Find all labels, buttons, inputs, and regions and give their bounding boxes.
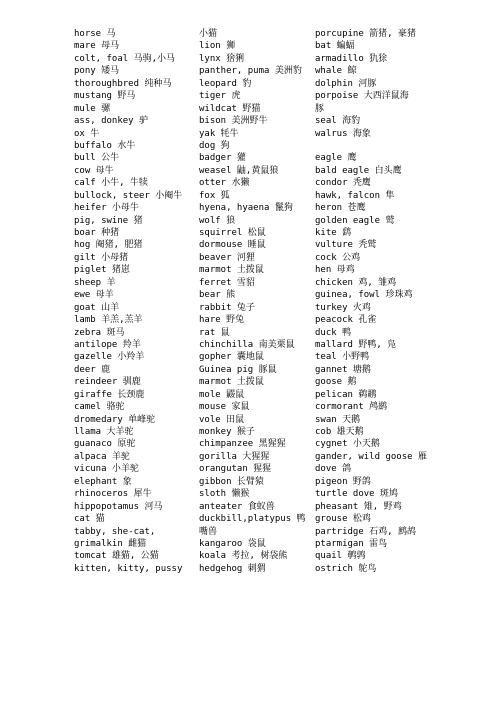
vocabulary-entry: mole 鼹鼠 <box>199 389 245 400</box>
vocabulary-entry: condor 秃鹰 <box>315 178 371 189</box>
vocabulary-entry: pelican 鹈鹕 <box>315 389 377 400</box>
vocabulary-entry: marmot 土拨鼠 <box>199 377 264 388</box>
vocabulary-entry: ostrich 鸵鸟 <box>315 563 377 574</box>
vocabulary-entry: heron 苍鹰 <box>315 203 366 214</box>
vocabulary-entry: tabby, she-cat, <box>74 526 156 537</box>
vocabulary-entry: leopard 豹 <box>199 78 252 89</box>
vocabulary-entry: kitten, kitty, pussy <box>74 563 183 574</box>
vocabulary-entry: badger 獾 <box>199 153 246 164</box>
vocabulary-entry: hog 阉猪, 肥猪 <box>74 240 143 251</box>
vocabulary-entry: gibbon 长臂猿 <box>199 476 264 487</box>
vocabulary-entry: ferret 雪貂 <box>199 277 255 288</box>
vocabulary-entry: guanaco 原驼 <box>74 439 136 450</box>
vocabulary-entry: pig, swine 猪 <box>74 215 143 226</box>
vocabulary-entry: panther, puma 美洲豹 <box>199 66 302 77</box>
vocabulary-entry: buffalo 水牛 <box>74 140 136 151</box>
vocabulary-entry: goose 鹅 <box>315 377 357 388</box>
vocabulary-column-1 <box>74 28 194 575</box>
vocabulary-entry: deer 鹿 <box>74 364 111 375</box>
vocabulary-entry: duckbill,platypus 鸭 <box>199 514 306 525</box>
vocabulary-entry: swan 天鹅 <box>315 414 361 425</box>
vocabulary-entry: pony 矮马 <box>74 66 120 77</box>
vocabulary-entry: hare 野兔 <box>199 315 245 326</box>
vocabulary-entry: bison 美洲野牛 <box>199 116 268 127</box>
vocabulary-entry: vicuna 小羊驼 <box>74 464 139 475</box>
vocabulary-column-2 <box>199 28 309 575</box>
vocabulary-entry: cock 公鸡 <box>315 252 361 263</box>
vocabulary-entry: grimalkin 雌猫 <box>74 538 147 549</box>
vocabulary-entry: kite 鹞 <box>315 228 352 238</box>
vocabulary-entry: mustang 野马 <box>74 91 136 102</box>
vocabulary-entry: armadillo 犰狳 <box>315 53 388 64</box>
vocabulary-entry: vulture 秃鹫 <box>315 240 377 251</box>
vocabulary-entry: lamb 羊羔,羔羊 <box>74 315 143 326</box>
vocabulary-entry: zebra 斑马 <box>74 327 125 338</box>
vocabulary-entry: 小猫 <box>199 29 218 39</box>
vocabulary-entry: chinchilla 南美栗鼠 <box>199 339 295 350</box>
vocabulary-entry: calf 小牛, 牛犊 <box>74 178 148 189</box>
vocabulary-entry: dolphin 河豚 <box>315 78 377 89</box>
vocabulary-entry: quail 鹌鹑 <box>315 551 366 562</box>
vocabulary-entry: mallard 野鸭, 凫 <box>315 339 397 350</box>
vocabulary-entry: rabbit 兔子 <box>199 302 255 313</box>
vocabulary-entry: whale 鲸 <box>315 66 357 77</box>
vocabulary-entry: beaver 河狸 <box>199 252 255 263</box>
vocabulary-entry: mare 母马 <box>74 41 120 52</box>
vocabulary-entry: grouse 松鸡 <box>315 514 371 525</box>
vocabulary-entry: sheep 羊 <box>74 277 116 288</box>
vocabulary-entry: lion 狮 <box>199 41 236 52</box>
vocabulary-entry: squirrel 松鼠 <box>199 228 266 238</box>
vocabulary-entry: seal 海豹 <box>315 116 361 127</box>
vocabulary-entry: cygnet 小天鹅 <box>315 439 380 450</box>
vocabulary-entry: pigeon 野鸽 <box>315 476 371 487</box>
vocabulary-entry: cat 猫 <box>74 514 105 525</box>
vocabulary-entry: orangutan 猩猩 <box>199 464 272 475</box>
vocabulary-entry: 豚 <box>315 103 325 114</box>
vocabulary-entry: cob 雄天鹅 <box>315 427 364 437</box>
vocabulary-entry: partridge 石鸡, 鹧鸪 <box>315 526 417 537</box>
vocabulary-column-3 <box>315 28 455 575</box>
vocabulary-entry: pheasant 雉, 野鸡 <box>315 501 402 512</box>
vocabulary-entry: goat 山羊 <box>74 302 120 313</box>
vocabulary-entry: porpoise 大西洋鼠海 <box>315 91 409 102</box>
vocabulary-entry: hedgehog 刺猬 <box>199 563 266 574</box>
vocabulary-entry: turkey 火鸡 <box>315 302 371 313</box>
vocabulary-entry: otter 水獭 <box>199 178 250 189</box>
vocabulary-entry: bear 熊 <box>199 290 236 301</box>
vocabulary-entry: Guinea pig 豚鼠 <box>199 364 277 375</box>
vocabulary-entry: antilope 羚羊 <box>74 339 141 350</box>
vocabulary-entry: ewe 母羊 <box>74 290 114 301</box>
vocabulary-entry: giraffe 长颈鹿 <box>74 389 145 400</box>
vocabulary-entry: ox 牛 <box>74 128 100 139</box>
vocabulary-entry: hawk, falcon 隼 <box>315 190 395 201</box>
vocabulary-entry: lynx 猞猁 <box>199 53 245 64</box>
vocabulary-entry: gopher 囊地鼠 <box>199 352 264 363</box>
vocabulary-entry: gazelle 小羚羊 <box>74 352 145 363</box>
vocabulary-entry: piglet 猪崽 <box>74 265 130 276</box>
vocabulary-entry: ptarmigan 雷鸟 <box>315 538 388 549</box>
vocabulary-entry: colt, foal 马驹,小马 <box>74 53 176 64</box>
vocabulary-entry: eagle 鹰 <box>315 153 357 164</box>
vocabulary-entry: llama 大羊驼 <box>74 427 134 437</box>
vocabulary-entry: fox 狐 <box>199 190 230 201</box>
vocabulary-entry: bald eagle 白头鹰 <box>315 165 402 176</box>
vocabulary-entry: wolf 狼 <box>199 215 236 226</box>
vocabulary-entry: heifer 小母牛 <box>74 203 139 214</box>
vocabulary-entry: bat 蝙蝠 <box>315 41 355 52</box>
vocabulary-entry: bullock, steer 小阉牛 <box>74 190 183 201</box>
vocabulary-entry: elephant 象 <box>74 476 132 487</box>
vocabulary-entry: dog 狗 <box>199 140 230 151</box>
vocabulary-entry <box>315 140 455 152</box>
vocabulary-entry: tiger 虎 <box>199 91 241 102</box>
vocabulary-entry: golden eagle 鹫 <box>315 215 395 226</box>
vocabulary-entry: guinea, fowl 珍珠鸡 <box>315 290 413 301</box>
vocabulary-entry: monkey 猴子 <box>199 427 255 437</box>
vocabulary-entry: duck 鸭 <box>315 327 352 338</box>
vocabulary-entry: mule 骡 <box>74 103 111 114</box>
vocabulary-entry: wildcat 野猫 <box>199 103 261 114</box>
vocabulary-entry: sloth 懒猴 <box>199 489 250 500</box>
vocabulary-entry: turtle dove 斑鸠 <box>315 489 399 500</box>
vocabulary-entry: mouse 家鼠 <box>199 402 250 413</box>
vocabulary-entry: marmot 土拨鼠 <box>199 265 264 276</box>
vocabulary-entry: tomcat 雄猫, 公猫 <box>74 551 159 562</box>
vocabulary-entry: camel 骆驼 <box>74 402 125 413</box>
vocabulary-entry: anteater 食蚁兽 <box>199 501 275 512</box>
vocabulary-entry: vole 田鼠 <box>199 414 245 425</box>
vocabulary-entry: dove 鸽 <box>315 464 352 475</box>
vocabulary-entry: gorilla 大猩猩 <box>199 451 270 462</box>
vocabulary-entry: boar 种猪 <box>74 228 120 238</box>
vocabulary-entry: reindeer 驯鹿 <box>74 377 141 388</box>
vocabulary-entry: gannet 塘鹅 <box>315 364 371 375</box>
vocabulary-entry: cow 母牛 <box>74 165 114 176</box>
vocabulary-entry: rhinoceros 犀牛 <box>74 489 152 500</box>
vocabulary-entry: hyena, hyaena 鬣狗 <box>199 203 293 214</box>
vocabulary-entry: ass, donkey 驴 <box>74 116 149 127</box>
vocabulary-entry: kangaroo 袋鼠 <box>199 538 266 549</box>
vocabulary-entry: gander, wild goose 雁 <box>315 451 427 462</box>
vocabulary-entry: dromedary 单峰驼 <box>74 414 156 425</box>
vocabulary-entry: chimpanzee 黑猩猩 <box>199 439 286 450</box>
vocabulary-entry: chicken 鸡, 雏鸡 <box>315 277 397 288</box>
vocabulary-entry: dormouse 睡鼠 <box>199 240 266 251</box>
vocabulary-entry: cormorant 鸬鹚 <box>315 402 388 413</box>
vocabulary-entry: walrus 海象 <box>315 128 371 139</box>
vocabulary-entry: hen 母鸡 <box>315 265 355 276</box>
vocabulary-entry: bull 公牛 <box>74 153 120 164</box>
vocabulary-entry: weasel 鼬,黄鼠狼 <box>199 165 279 176</box>
vocabulary-entry: koala 考拉, 树袋熊 <box>199 551 288 562</box>
vocabulary-entry: porcupine 箭猪, 豪猪 <box>315 29 417 39</box>
vocabulary-entry: teal 小野鸭 <box>315 352 370 363</box>
vocabulary-entry: yak 牦牛 <box>199 128 239 139</box>
vocabulary-entry: hippopotamus 河马 <box>74 501 163 512</box>
vocabulary-entry: alpaca 羊驼 <box>74 451 130 462</box>
vocabulary-entry: thoroughbred 纯种马 <box>74 78 172 89</box>
vocabulary-entry: gilt 小母猪 <box>74 252 129 263</box>
vocabulary-entry: rat 鼠 <box>199 327 230 338</box>
vocabulary-entry: peacock 孔雀 <box>315 315 377 326</box>
vocabulary-entry: horse 马 <box>74 29 116 39</box>
vocabulary-entry: 嘴兽 <box>199 526 218 537</box>
